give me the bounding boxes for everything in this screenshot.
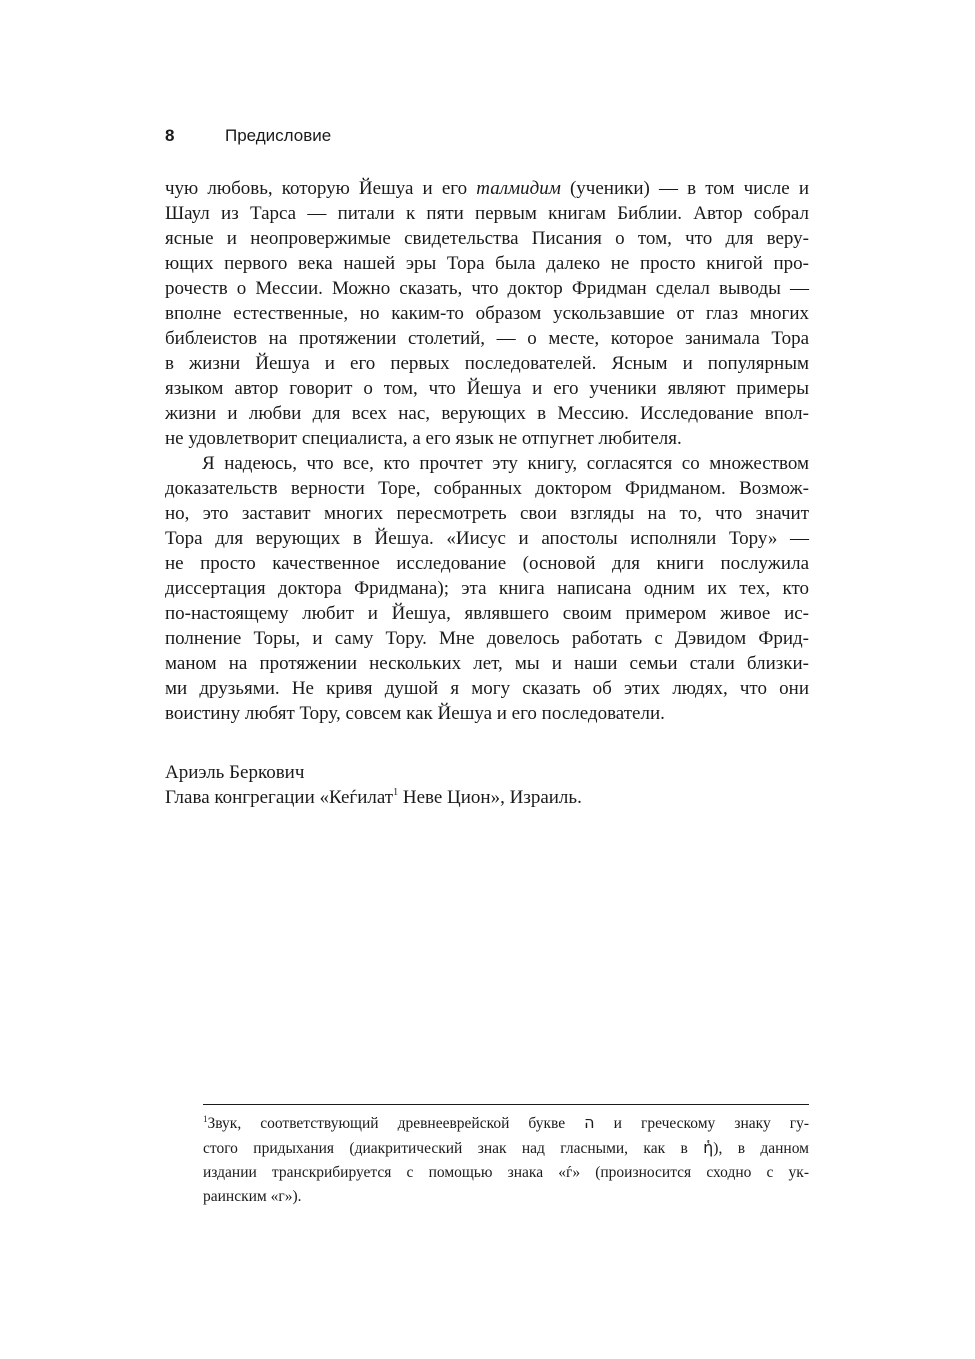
text-line: по-настоящему любит и Йешуа, являвшего своим примером живое ис- — [165, 603, 809, 624]
text-line: раинским «г»). — [203, 1188, 302, 1205]
text-line: $^1$Звук, соответствующий древнееврейской букве ה и греческому знаку гу- — [203, 1113, 809, 1132]
footnote-marker: 1 — [203, 1114, 208, 1124]
text-line: ющих первого века нашей эры Тора была далеко не просто книгой про- — [165, 253, 809, 274]
text-line: маном на протяжении нескольких лет, мы и наши семьи стали близки- — [165, 653, 809, 674]
text-line: издании транскрибируется с помощью знака «ѓ» (произносится сходно с ук- — [203, 1164, 809, 1181]
signature-title: Глава конгрегации «Кеѓилат$^1$ Неве Цион», Израиль. — [165, 787, 582, 808]
greek-example: ἡ — [703, 1138, 714, 1157]
footnote-ref: 1 — [393, 787, 399, 798]
text-line: вполне естественные, но каким-то образом ускользавшие от глаз многих — [165, 303, 809, 324]
text-line: Шаул из Тарса — питали к пяти первым книгам Библии. Автор собрал — [165, 203, 809, 224]
text-line: Тора для верующих в Йешуа. «Иисус и апостолы исполняли Тору» — — [165, 528, 809, 549]
signature-block — [165, 760, 582, 810]
main-text — [165, 176, 809, 726]
footnote — [203, 1111, 809, 1209]
footnote-divider — [203, 1104, 809, 1105]
text-line: Я надеюсь, что все, кто прочтет эту книгу, согласятся со множеством — [202, 453, 809, 474]
text-line: языком автор говорит о том, что Йешуа и его ученики являют примеры — [165, 378, 809, 399]
text-line: чую любовь, которую Йешуа и его талмидим (ученики) — в том числе и — [165, 178, 809, 199]
paragraph-1 — [165, 176, 809, 451]
text-line: рочеств о Мессии. Можно сказать, что доктор Фридман сделал выводы — — [165, 278, 809, 299]
text-line: полнение Торы, и саму Тору. Мне довелось работать с Дэвидом Фрид- — [165, 628, 809, 649]
text-line: но, это заставит многих пересмотреть свои взгляды на то, что значит — [165, 503, 809, 524]
text-line: не удовлетворит специалиста, а его язык не отпугнет любителя. — [165, 428, 682, 449]
hebrew-letter: ה — [584, 1113, 595, 1132]
running-head — [165, 125, 331, 147]
text-line: библеистов на протяжении столетий, — о месте, которое занимала Тора — [165, 328, 809, 349]
text-line: диссертация доктора Фридмана); эта книга написана одним их тех, кто — [165, 578, 809, 599]
text-line: в жизни Йешуа и его первых последователей. Ясным и популярным — [165, 353, 809, 374]
text-line: не просто качественное исследование (основой для книги послужила — [165, 553, 809, 574]
text-line: стого придыхания (диакритический знак над гласными, как в ἡ), в данном — [203, 1138, 809, 1157]
text-line: доказательств верности Торе, собранных доктором Фридманом. Возмож- — [165, 478, 809, 499]
signature-name: Ариэль Беркович — [165, 762, 305, 783]
italic-term: талмидим — [476, 178, 561, 199]
section-title: Предисловие — [225, 126, 332, 145]
text-line: воистину любят Тору, совсем как Йешуа и его последователи. — [165, 703, 665, 724]
text-line: жизни и любви для всех нас, верующих в Мессию. Исследование впол- — [165, 403, 809, 424]
paragraph-2 — [165, 451, 809, 726]
page-number: 8 — [165, 126, 175, 145]
text-line: ясные и неопровержимые свидетельства Писания о том, что для веру- — [165, 228, 809, 249]
text-line: ми друзьями. Не кривя душой я могу сказать об этих людях, что они — [165, 678, 809, 699]
